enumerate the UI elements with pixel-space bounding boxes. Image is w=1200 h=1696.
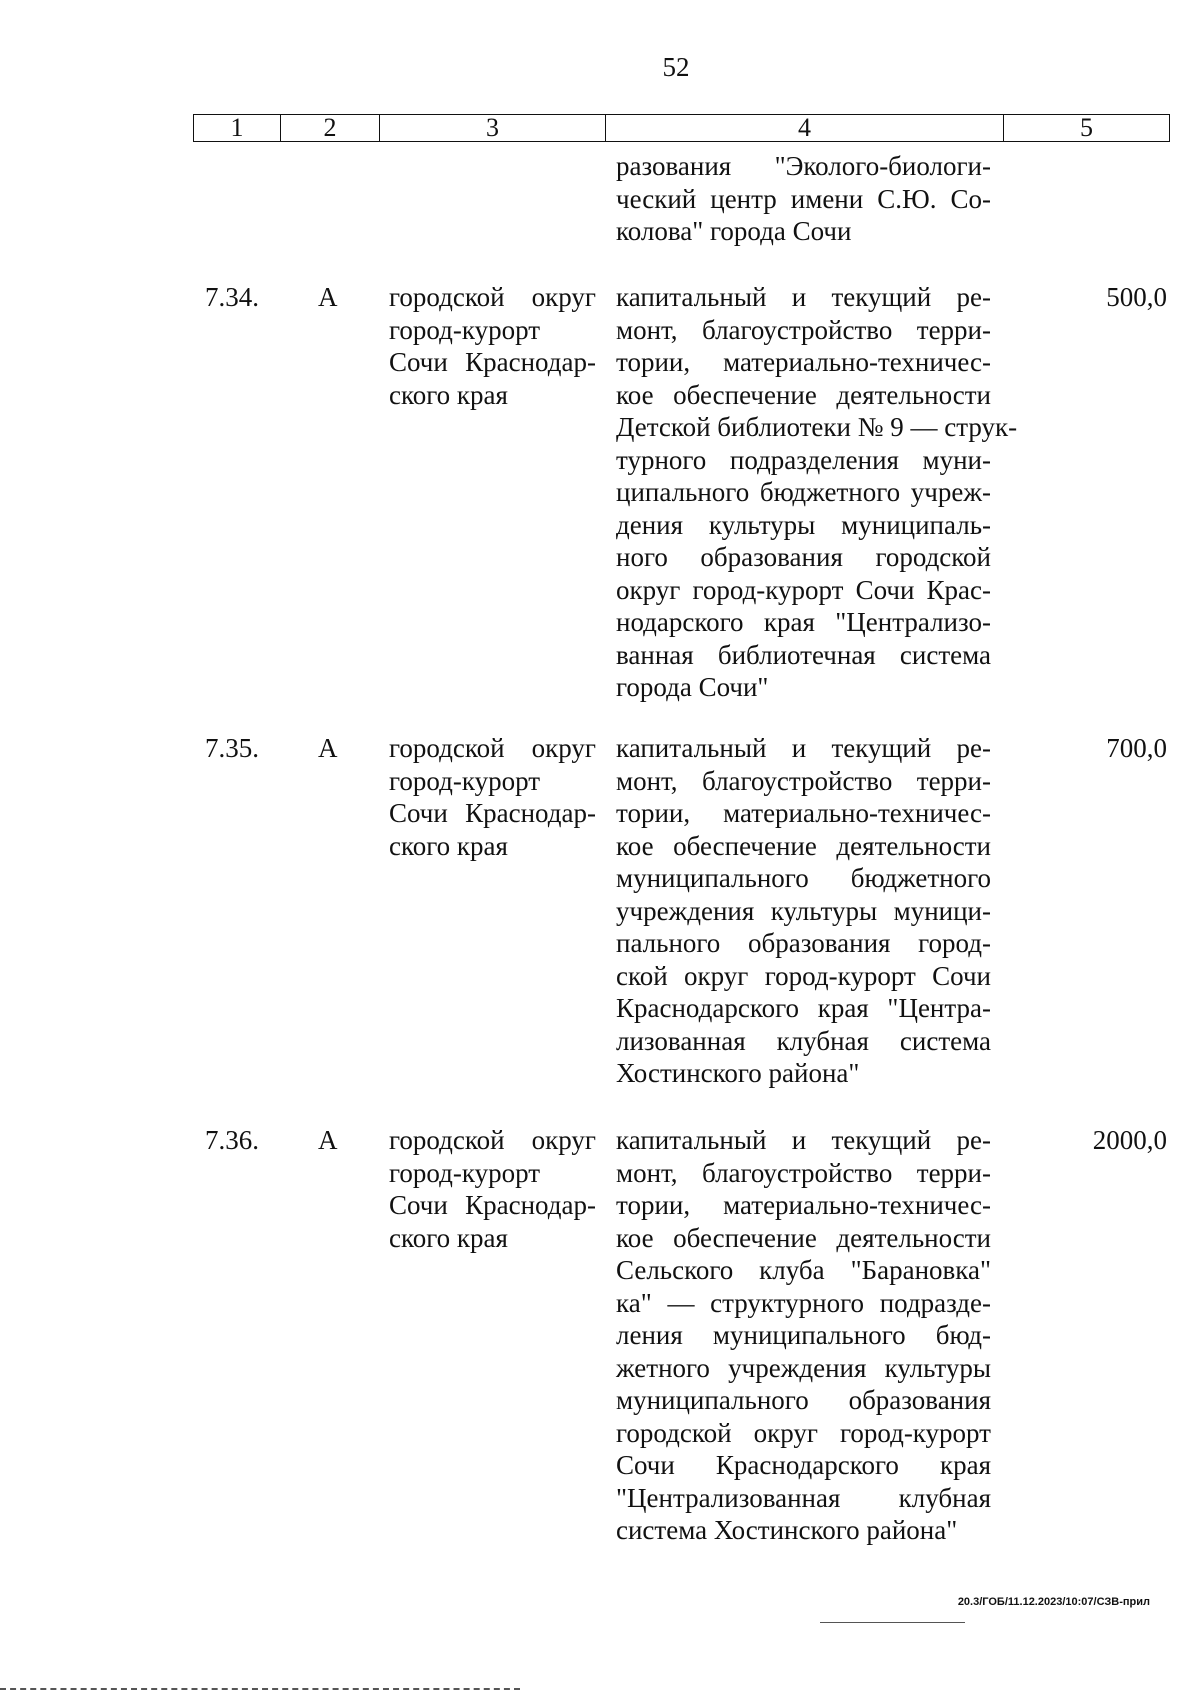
text-line: город-курорт [389,1157,541,1188]
row-category: А [318,733,338,763]
text-line: кое обеспечение деятельности [616,830,991,861]
table-header [193,114,1170,142]
text-line: нодарского края "Централизо- [616,607,991,637]
text-line: кое обеспечение деятельности [616,1222,991,1253]
document-code: 20.3/ГОБ/11.12.2023/10:07/СЗВ-прил [957,1596,1150,1608]
text-line: ванная библиотечная система [616,639,991,670]
text-line: тории, материально-техничес- [616,1190,991,1220]
text-line: ского края [389,379,508,410]
text-line: Хостинского района" [616,1058,860,1088]
footer-divider [820,1622,965,1623]
text-line: Сельского клуба "Барановка" [616,1255,991,1285]
text-line: ного образования городской [616,542,991,572]
text-line: городской округ [389,282,596,312]
row-amount: 500,0 [1106,282,1167,312]
text-line: разования "Эколого-биологи- [616,151,991,181]
row-recipient [389,732,596,862]
text-line: город-курорт [389,314,541,345]
header-col-1: 1 [194,115,281,141]
text-line: капитальный и текущий ре- [616,733,991,763]
text-line: Сочи Краснодар- [389,798,596,828]
text-line: Сочи Краснодарского края [616,1450,991,1480]
text-line: монт, благоустройство терри- [616,314,991,345]
text-line: жетного учреждения культуры [616,1352,991,1383]
text-line: город-курорт [389,765,541,796]
text-line: система Хостинского района" [616,1515,958,1545]
row-recipient [389,1124,596,1254]
row-number: 7.34. [205,282,259,312]
text-line: монт, благоустройство терри- [616,1157,991,1188]
text-line: ского края [389,1222,508,1253]
row-number: 7.36. [205,1125,259,1155]
text-line: тории, материально-техничес- [616,798,991,828]
text-line: колова" города Сочи [616,216,852,246]
text-line: ческий центр имени С.Ю. Со- [616,183,991,214]
text-line: ка" — структурного подразде- [616,1287,991,1318]
text-line: Сочи Краснодар- [389,347,596,377]
row-category: А [318,1125,338,1155]
text-line: Детской библиотеки № 9 — струк- [616,412,1018,442]
row-amount: 2000,0 [1092,1125,1167,1155]
row-purpose [616,281,1018,704]
page-number: 52 [662,52,690,82]
text-line: ской округ город-курорт Сочи [616,960,991,991]
page-bottom-divider [0,1688,520,1690]
text-line: ления муниципального бюд- [616,1320,991,1350]
header-col-4: 4 [606,115,1004,141]
row-category: А [318,282,338,312]
text-line: лизованная клубная система [616,1025,991,1056]
header-col-2: 2 [281,115,380,141]
text-line: городской округ [389,733,596,763]
text-line: турного подразделения муни- [616,444,991,475]
row-number: 7.35. [205,733,259,763]
text-line: "Централизованная клубная [616,1482,991,1513]
text-line: тории, материально-техничес- [616,347,991,377]
header-col-3: 3 [380,115,606,141]
row-purpose [616,1124,991,1547]
text-line: монт, благоустройство терри- [616,765,991,796]
text-line: округ город-курорт Сочи Крас- [616,574,991,605]
continued-purpose-text [616,150,991,248]
row-amount: 700,0 [1106,733,1167,763]
text-line: дения культуры муниципаль- [616,509,991,540]
text-line: Краснодарского края "Центра- [616,993,991,1023]
text-line: кое обеспечение деятельности [616,379,991,410]
row-recipient [389,281,596,411]
text-line: капитальный и текущий ре- [616,282,991,312]
text-line: капитальный и текущий ре- [616,1125,991,1155]
text-line: ципального бюджетного учреж- [616,477,991,507]
text-line: городской округ город-курорт [616,1417,991,1448]
text-line: муниципального образования [616,1385,991,1415]
text-line: городской округ [389,1125,596,1155]
text-line: ского края [389,830,508,861]
text-line: города Сочи" [616,672,769,702]
row-purpose [616,732,991,1090]
text-line: муниципального бюджетного [616,863,991,893]
text-line: пального образования город- [616,928,991,958]
text-line: Сочи Краснодар- [389,1190,596,1220]
header-col-5: 5 [1080,113,1093,142]
text-line: учреждения культуры муници- [616,895,991,926]
